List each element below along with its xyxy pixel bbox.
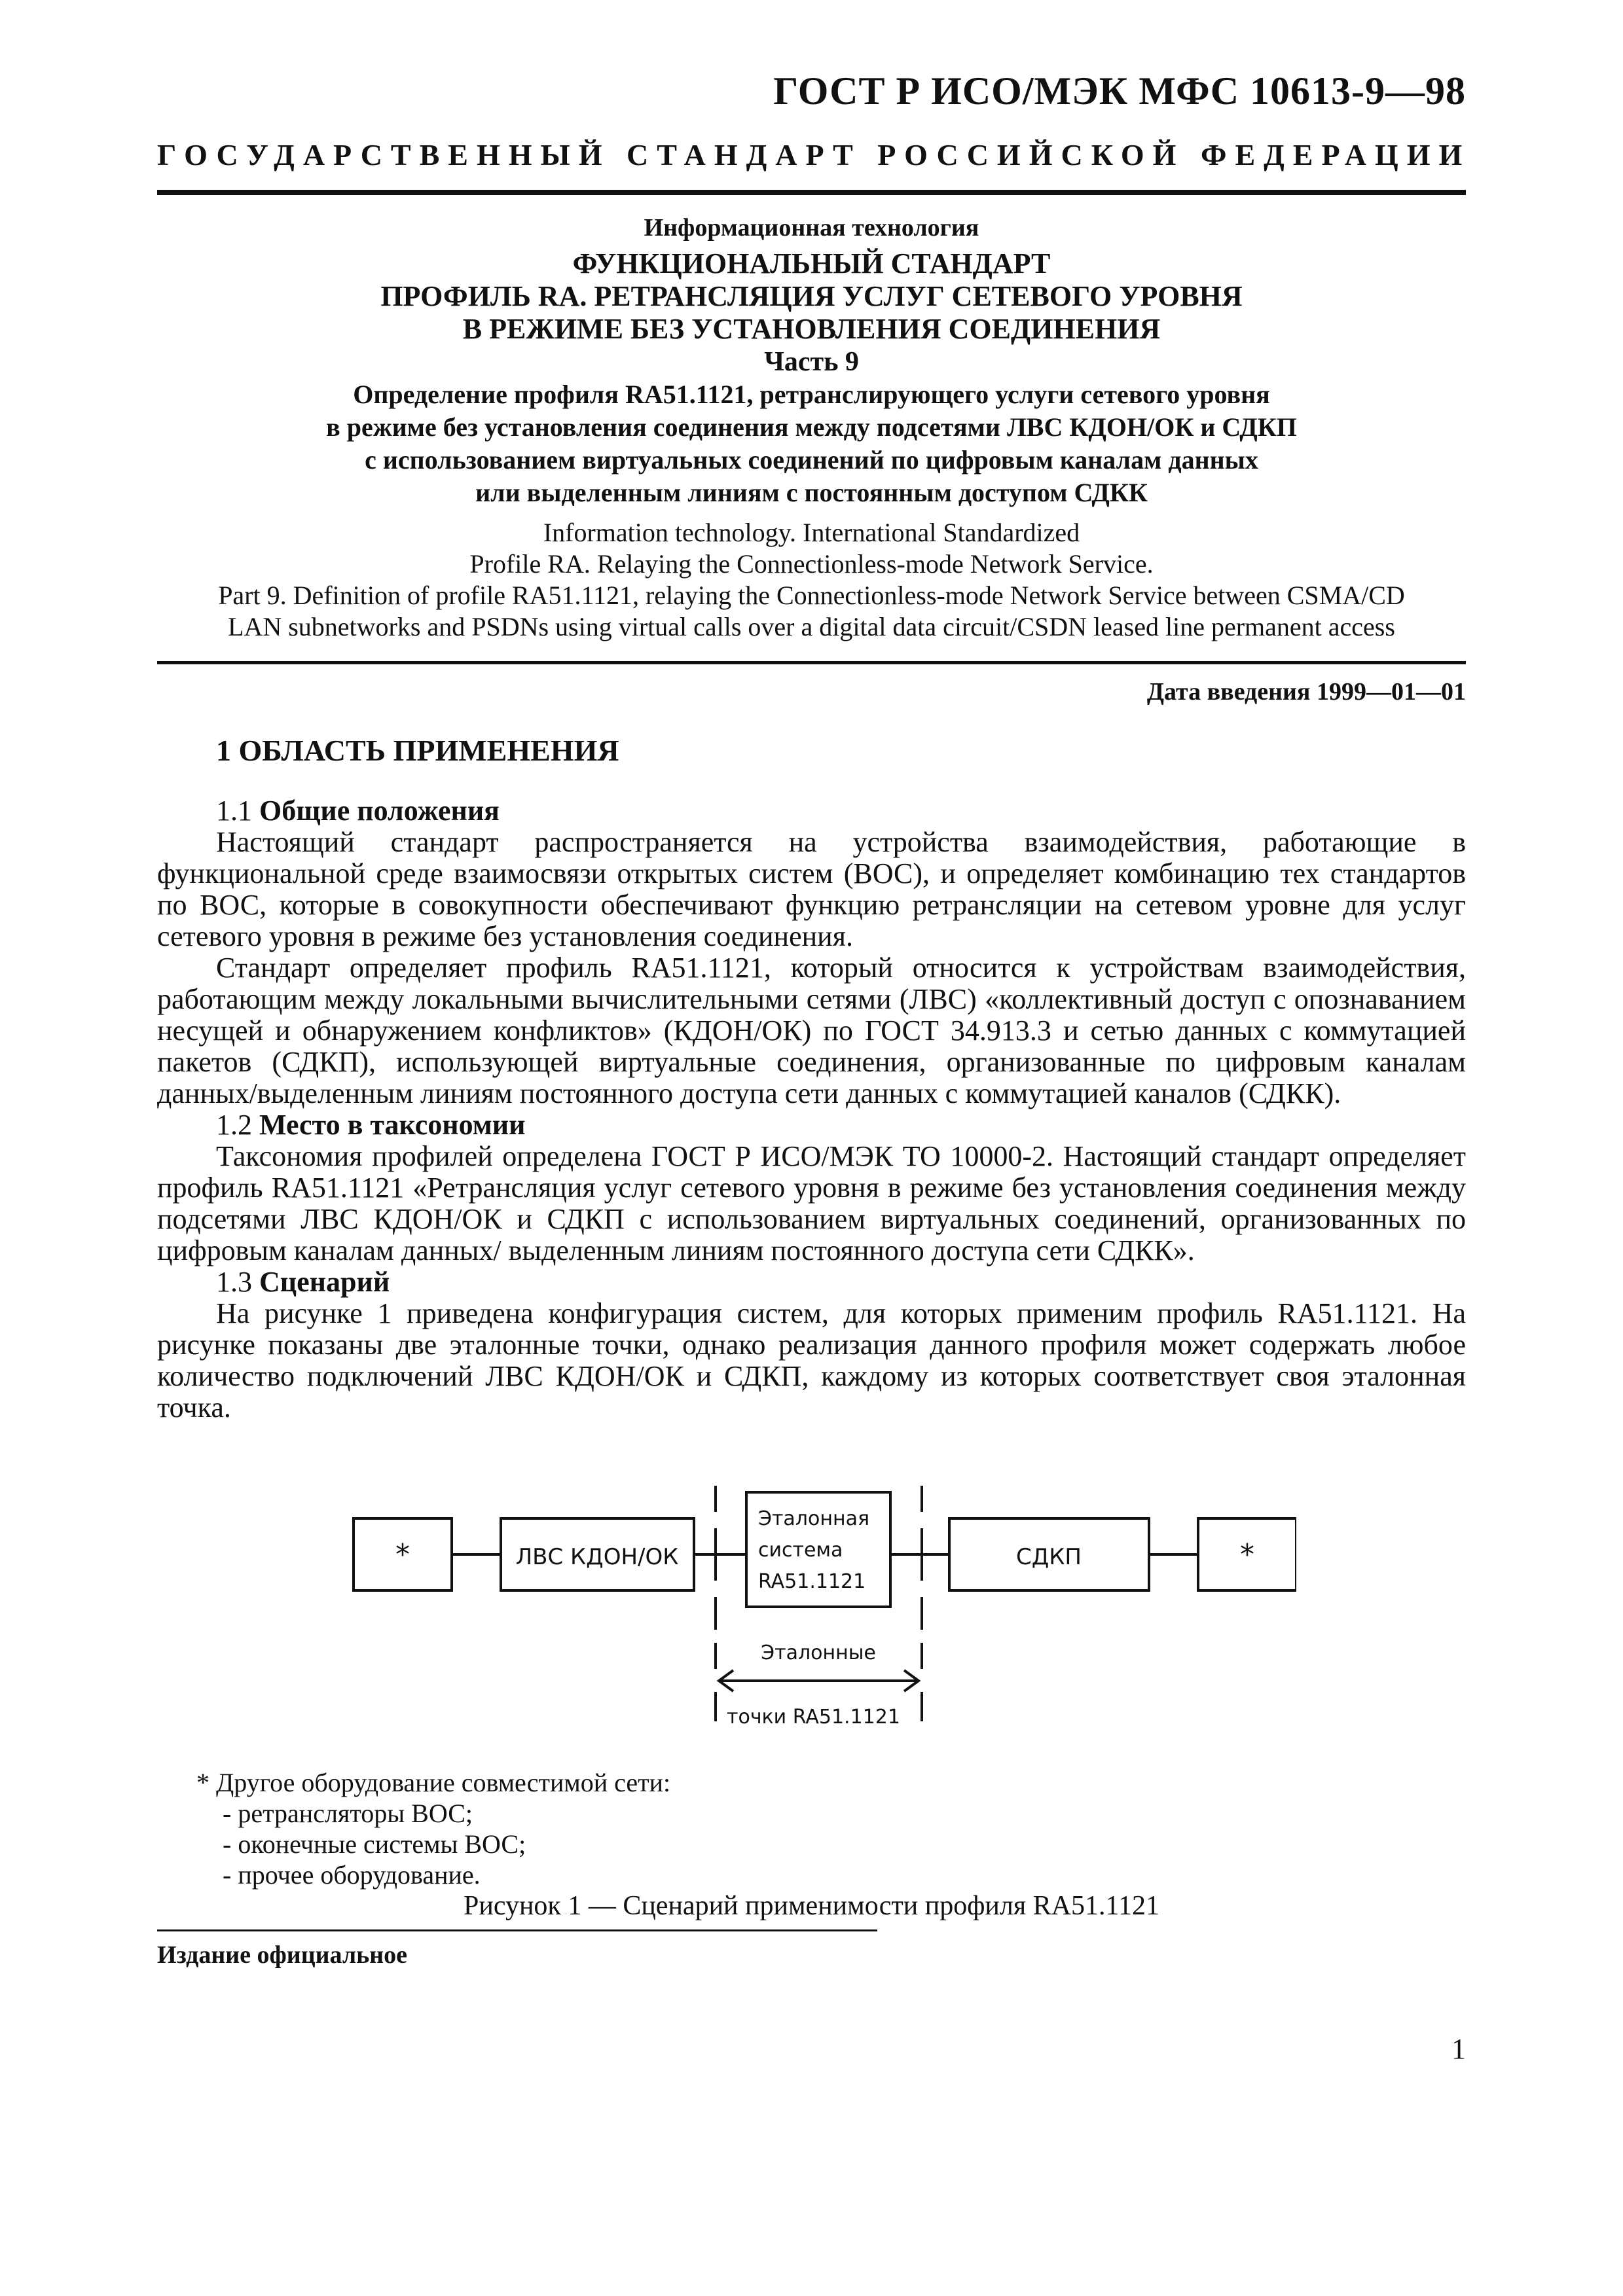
footnote-line: * Другое оборудование совместимой сети: [196, 1768, 671, 1797]
subsection-title: Общие положения [259, 795, 500, 827]
english-line: Profile RA. Relaying the Connectionless-mode Network Service. [469, 549, 1154, 579]
footnote-line: - оконечные системы ВОС; [223, 1829, 526, 1859]
title-line: В РЕЖИМЕ БЕЗ УСТАНОВЛЕНИЯ СОЕДИНЕНИЯ [462, 313, 1161, 345]
scenario-diagram [340, 1473, 1296, 1748]
title-line: ПРОФИЛЬ RA. РЕТРАНСЛЯЦИЯ УСЛУГ СЕТЕВОГО УРОВНЯ [380, 280, 1243, 312]
figure-footnote [196, 1767, 670, 1890]
english-line: Part 9. Definition of profile RA51.1121, relaying the Connectionless-mode Network Service between CSMA/CD [218, 581, 1405, 610]
footer-rule [157, 1929, 877, 1931]
subsection-heading [157, 1109, 1466, 1141]
edition-label: Издание официальное [157, 1941, 408, 1969]
diagram-label-reference: RA51.1121 [758, 1570, 866, 1593]
diagram-label-star-left: * [395, 1538, 410, 1571]
subsection-number: 1.1 [216, 795, 252, 827]
subsection-number: 1.3 [216, 1266, 252, 1298]
english-title [157, 517, 1466, 643]
section-heading: 1 ОБЛАСТЬ ПРИМЕНЕНИЯ [216, 734, 619, 767]
diagram-label-lan: ЛВС КДОН/ОК [515, 1544, 679, 1570]
title-part: Часть 9 [764, 347, 859, 377]
page-number: 1 [1451, 2033, 1466, 2065]
subsection-title: Сценарий [259, 1266, 390, 1298]
subsection-title: Место в таксономии [259, 1109, 526, 1141]
paragraph: Стандарт определяет профиль RA51.1121, который относится к устройствам взаимодействия, работающим между локальными вычислительными сетями (ЛВС) «коллективный доступ с опознаванием несущей и обнаружением конфликтов» (КДОН/ОК) по ГОСТ 34.913.3 и сетью данных с коммутацией пакетов (СДКП), использующей виртуальные соединения, организованные по цифровым каналам данных/выделенным линиям постоянного доступа сети данных с коммутацией каналов (СДКК). [157, 952, 1466, 1109]
title-rule [157, 661, 1466, 664]
title-line: или выделенным линиям с постоянным доступом СДКК [475, 478, 1148, 507]
title-line: в режиме без установления соединения между подсетями ЛВС КДОН/ОК и СДКП [326, 412, 1297, 442]
subsection-heading [157, 1266, 1466, 1298]
paragraph: Таксономия профилей определена ГОСТ Р ИСО/МЭК ТО 10000-2. Настоящий стандарт определяет профиль RA51.1121 «Ретрансляция услуг сетевого уровня в режиме без установления соединения между подсетями ЛВС КДОН/ОК и СДКП с использованием виртуальных соединений, организованных по цифровым каналам данных/ выделенным линиям постоянного доступа сети СДКК». [157, 1140, 1466, 1266]
footnote-line: - ретрансляторы ВОС; [223, 1799, 473, 1828]
diagram-label-points: Эталонные [761, 1641, 876, 1664]
paragraph: На рисунке 1 приведена конфигурация систем, для которых применим профиль RA51.1121. На рисунке показаны две эталонные точки, однако реализация данного профиля может содержать любое количество подключений ЛВС КДОН/ОК и СДКП, каждому из которых соответствует своя эталонная точка. [157, 1297, 1466, 1424]
introduction-date: Дата введения 1999—01—01 [1146, 678, 1466, 706]
diagram-label-points: точки RA51.1121 [727, 1706, 900, 1729]
title-block [157, 208, 1466, 509]
footnote-line: - прочее оборудование. [223, 1860, 481, 1890]
state-standard-heading: ГОСУДАРСТВЕННЫЙ СТАНДАРТ РОССИЙСКОЙ ФЕДЕРАЦИИ [157, 138, 1471, 171]
diagram-label-reference: система [758, 1539, 843, 1562]
english-line: LAN subnetworks and PSDNs using virtual calls over a digital data circuit/CSDN leased line permanent access [228, 612, 1395, 641]
subsection-number: 1.2 [216, 1109, 252, 1141]
diagram-label-star-right: * [1240, 1538, 1254, 1571]
figure-caption: Рисунок 1 — Сценарий применимости профиля RA51.1121 [464, 1891, 1159, 1921]
gost-code: ГОСТ Р ИСО/МЭК МФС 10613-9—98 [773, 69, 1466, 113]
title-line: Информационная технология [644, 214, 979, 242]
title-line: с использованием виртуальных соединений по цифровым каналам данных [365, 445, 1258, 475]
header-rule [157, 190, 1466, 195]
subsection-heading [157, 795, 1466, 827]
diagram-label-psdn: СДКП [1015, 1544, 1082, 1570]
english-line: Information technology. International Standardized [543, 518, 1080, 547]
body-text [157, 795, 1466, 1424]
title-line: Определение профиля RA51.1121, ретранслирующего услуги сетевого уровня [353, 380, 1270, 409]
title-line: ФУНКЦИОНАЛЬНЫЙ СТАНДАРТ [572, 247, 1051, 279]
paragraph: Настоящий стандарт распространяется на устройства взаимодействия, работающие в функциональной среде взаимосвязи открытых систем (ВОС), и определяет комбинацию тех стандартов по ВОС, которые в совокупности обеспечивают функцию ретрансляции на сетевом уровне для услуг сетевого уровня в режиме без установления соединения. [157, 826, 1466, 952]
diagram-label-reference: Эталонная [758, 1507, 869, 1530]
